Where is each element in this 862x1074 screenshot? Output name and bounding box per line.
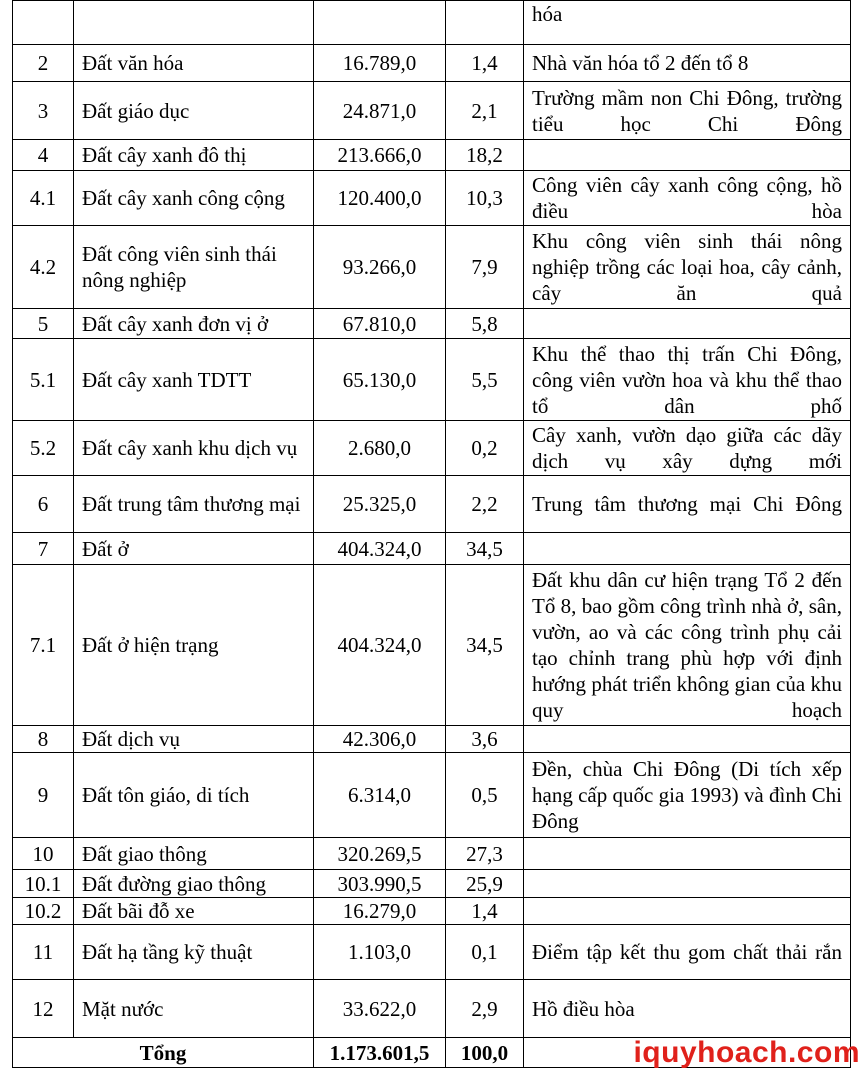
table-row [13, 565, 851, 726]
row-percent: 34,5 [446, 565, 524, 726]
row-note: Trung tâm thương mại Chi Đông [524, 476, 851, 533]
row-percent: 25,9 [446, 870, 524, 898]
row-area: 213.666,0 [314, 140, 446, 171]
row-stt: 7.1 [13, 565, 74, 726]
table-row [13, 753, 851, 838]
table-row [13, 339, 851, 421]
table-row [13, 476, 851, 533]
row-percent: 2,2 [446, 476, 524, 533]
table-row [13, 980, 851, 1038]
row-name: Đất giáo dục [74, 82, 314, 140]
row-name: Mặt nước [74, 980, 314, 1038]
row-area: 404.324,0 [314, 565, 446, 726]
row-name: Đất công viên sinh thái nông nghiệp [74, 226, 314, 309]
row-area: 6.314,0 [314, 753, 446, 838]
row-stt: 10.2 [13, 898, 74, 925]
watermark-text: iquyhoach.com [633, 1036, 860, 1069]
row-stt [13, 1, 74, 45]
row-name: Đất ở hiện trạng [74, 565, 314, 726]
row-note: Đền, chùa Chi Đông (Di tích xếp hạng cấp quốc gia 1993) và đình Chi Đông [524, 753, 851, 838]
row-stt: 10 [13, 838, 74, 870]
row-stt: 2 [13, 45, 74, 82]
row-stt: 5 [13, 309, 74, 339]
row-area: 33.622,0 [314, 980, 446, 1038]
row-name: Đất trung tâm thương mại [74, 476, 314, 533]
row-percent: 10,3 [446, 171, 524, 226]
row-percent: 5,8 [446, 309, 524, 339]
row-stt: 11 [13, 925, 74, 980]
row-name: Đất cây xanh TDTT [74, 339, 314, 421]
row-note: Đất khu dân cư hiện trạng Tổ 2 đến Tổ 8, bao gồm công trình nhà ở, sân, vườn, ao và các công trình phụ cải tạo chỉnh trang phù hợp với định hướng phát triển không gian của khu quy hoạch [524, 565, 851, 726]
table-row [13, 838, 851, 870]
total-area: 1.173.601,5 [314, 1038, 446, 1068]
land-use-table [12, 0, 851, 1068]
table-row [13, 171, 851, 226]
row-stt: 8 [13, 726, 74, 753]
row-note [524, 726, 851, 753]
row-percent: 7,9 [446, 226, 524, 309]
row-area [314, 1, 446, 45]
row-percent: 3,6 [446, 726, 524, 753]
row-percent [446, 1, 524, 45]
row-name [74, 1, 314, 45]
row-area: 2.680,0 [314, 421, 446, 476]
table-row [13, 1, 851, 45]
row-note: Khu công viên sinh thái nông nghiệp trồng các loại hoa, cây cảnh, cây ăn quả [524, 226, 851, 309]
row-note: Trường mầm non Chi Đông, trường tiểu học Chi Đông [524, 82, 851, 140]
row-percent: 5,5 [446, 339, 524, 421]
row-note [524, 140, 851, 171]
row-name: Đất cây xanh khu dịch vụ [74, 421, 314, 476]
row-area: 25.325,0 [314, 476, 446, 533]
row-area: 42.306,0 [314, 726, 446, 753]
row-percent: 0,1 [446, 925, 524, 980]
row-area: 65.130,0 [314, 339, 446, 421]
row-percent: 2,1 [446, 82, 524, 140]
row-area: 404.324,0 [314, 533, 446, 565]
row-area: 120.400,0 [314, 171, 446, 226]
row-note: Hồ điều hòa [524, 980, 851, 1038]
row-stt: 3 [13, 82, 74, 140]
table-row [13, 533, 851, 565]
row-stt: 7 [13, 533, 74, 565]
row-area: 16.789,0 [314, 45, 446, 82]
row-note [524, 533, 851, 565]
row-note: Cây xanh, vườn dạo giữa các dãy dịch vụ xây dựng mới [524, 421, 851, 476]
row-note: Khu thể thao thị trấn Chi Đông, công viên vườn hoa và khu thể thao tổ dân phố [524, 339, 851, 421]
land-use-rows [13, 1, 851, 1068]
row-stt: 10.1 [13, 870, 74, 898]
total-percent: 100,0 [446, 1038, 524, 1068]
row-area: 16.279,0 [314, 898, 446, 925]
table-row [13, 898, 851, 925]
row-area: 303.990,5 [314, 870, 446, 898]
row-name: Đất ở [74, 533, 314, 565]
row-stt: 4 [13, 140, 74, 171]
row-name: Đất cây xanh đơn vị ở [74, 309, 314, 339]
row-percent: 27,3 [446, 838, 524, 870]
table-row [13, 309, 851, 339]
table-row [13, 226, 851, 309]
table-row [13, 140, 851, 171]
row-stt: 4.2 [13, 226, 74, 309]
row-percent: 18,2 [446, 140, 524, 171]
row-name: Đất hạ tầng kỹ thuật [74, 925, 314, 980]
table-row [13, 45, 851, 82]
row-area: 24.871,0 [314, 82, 446, 140]
row-name: Đất văn hóa [74, 45, 314, 82]
row-name: Đất cây xanh công cộng [74, 171, 314, 226]
row-note: Nhà văn hóa tổ 2 đến tổ 8 [524, 45, 851, 82]
row-percent: 34,5 [446, 533, 524, 565]
total-label: Tổng [13, 1038, 314, 1068]
row-note [524, 870, 851, 898]
table-row [13, 82, 851, 140]
row-name: Đất bãi đỗ xe [74, 898, 314, 925]
row-note [524, 309, 851, 339]
row-note [524, 838, 851, 870]
row-stt: 5.2 [13, 421, 74, 476]
row-name: Đất tôn giáo, di tích [74, 753, 314, 838]
row-stt: 12 [13, 980, 74, 1038]
row-area: 67.810,0 [314, 309, 446, 339]
row-name: Đất đường giao thông [74, 870, 314, 898]
table-row [13, 870, 851, 898]
row-percent: 1,4 [446, 45, 524, 82]
row-area: 1.103,0 [314, 925, 446, 980]
row-note: Công viên cây xanh công cộng, hồ điều hòa [524, 171, 851, 226]
row-stt: 9 [13, 753, 74, 838]
table-row [13, 726, 851, 753]
row-note [524, 898, 851, 925]
row-name: Đất cây xanh đô thị [74, 140, 314, 171]
row-name: Đất dịch vụ [74, 726, 314, 753]
row-percent: 0,5 [446, 753, 524, 838]
row-percent: 2,9 [446, 980, 524, 1038]
row-stt: 6 [13, 476, 74, 533]
row-percent: 0,2 [446, 421, 524, 476]
row-name: Đất giao thông [74, 838, 314, 870]
row-stt: 5.1 [13, 339, 74, 421]
table-row [13, 421, 851, 476]
row-note: hóa [524, 1, 851, 45]
row-note: Điểm tập kết thu gom chất thải rắn [524, 925, 851, 980]
row-stt: 4.1 [13, 171, 74, 226]
row-area: 93.266,0 [314, 226, 446, 309]
row-area: 320.269,5 [314, 838, 446, 870]
table-row [13, 925, 851, 980]
row-percent: 1,4 [446, 898, 524, 925]
